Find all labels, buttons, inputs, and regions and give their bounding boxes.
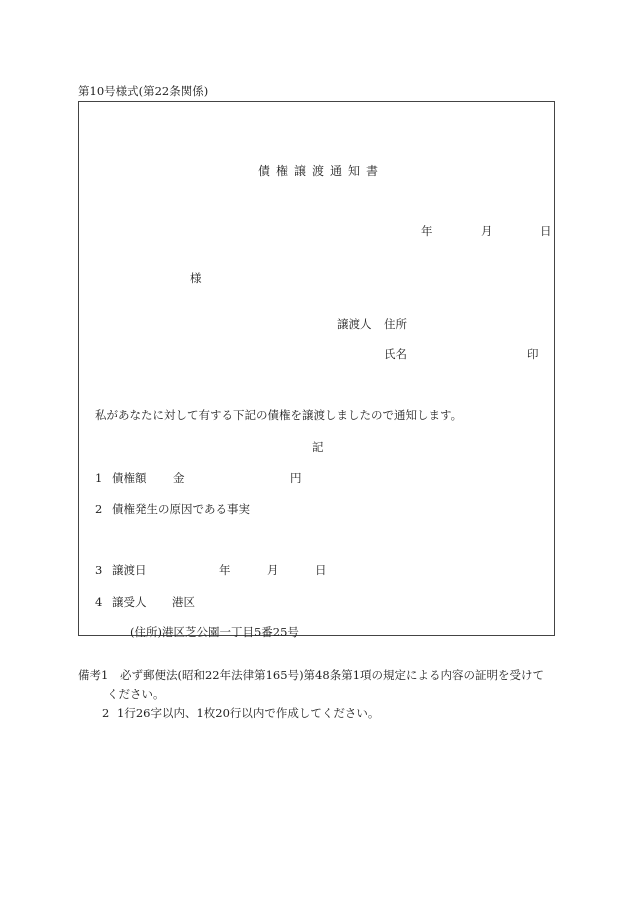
note-1-line-1: 必ず郵便法(昭和22年法律第165号)第48条第1項の規定による内容の証明を受けて xyxy=(120,668,545,682)
document-frame xyxy=(78,101,555,636)
assignor-address-label: 住所 xyxy=(384,317,407,331)
date-day: 日 xyxy=(540,224,552,238)
item-4-number: 4 xyxy=(95,595,103,609)
note-2-number: 2 xyxy=(102,706,110,720)
note-1-head: 備考1 xyxy=(78,668,109,682)
item-1-kin: 金 xyxy=(173,471,185,485)
item-1-label: 債権額 xyxy=(112,471,147,485)
document-title: 債権譲渡通知書 xyxy=(258,164,385,178)
item-3-day: 日 xyxy=(315,563,327,577)
addressee-suffix: 様 xyxy=(190,271,202,285)
item-3-label: 譲渡日 xyxy=(112,563,147,577)
item-4-label: 譲受人 xyxy=(112,595,147,609)
item-1-number: 1 xyxy=(95,471,103,485)
item-3-year: 年 xyxy=(219,563,231,577)
item-4-value: 港区 xyxy=(172,595,195,609)
item-2-label: 債権発生の原因である事実 xyxy=(112,502,250,516)
item-3-number: 3 xyxy=(95,563,103,577)
item-2-number: 2 xyxy=(95,502,103,516)
form-number: 第10号様式(第22条関係) xyxy=(78,84,209,98)
note-2-text: 1行26字以内、1枚20行以内で作成してください。 xyxy=(117,706,380,720)
note-1-line-2: ください。 xyxy=(107,687,165,701)
ki-heading: 記 xyxy=(312,440,324,454)
date-month: 月 xyxy=(481,224,493,238)
body-text: 私があなたに対して有する下記の債権を譲渡しましたので通知します。 xyxy=(95,408,463,422)
date-year: 年 xyxy=(421,224,433,238)
seal-mark: 印 xyxy=(527,347,539,361)
item-3-month: 月 xyxy=(267,563,279,577)
assignor-label: 譲渡人 xyxy=(337,317,372,331)
assignee-address: (住所)港区芝公園一丁目5番25号 xyxy=(130,625,299,639)
item-1-yen: 円 xyxy=(290,471,302,485)
assignor-name-label: 氏名 xyxy=(384,347,407,361)
